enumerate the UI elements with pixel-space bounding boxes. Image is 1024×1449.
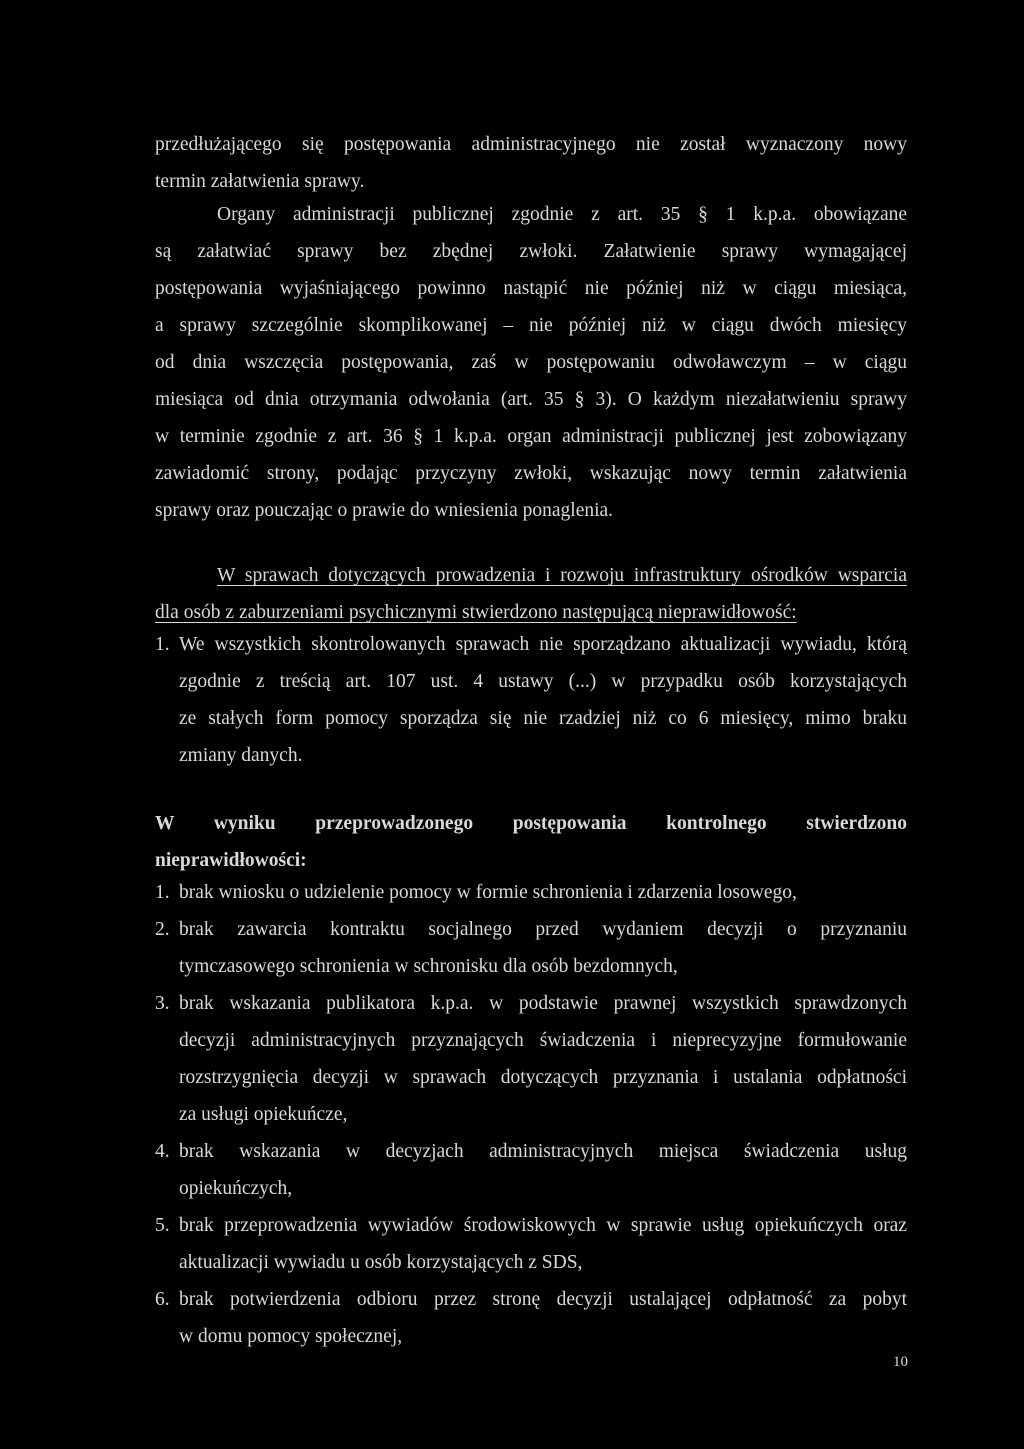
- list-item: [155, 985, 907, 1022]
- text-line: miesiąca od dnia otrzymania odwołania (art. 35 § 3). O każdym niezałatwieniu sprawy: [155, 389, 907, 410]
- heading-line: W wyniku przeprowadzonego postępowania kontrolnego stwierdzono: [155, 813, 907, 834]
- list-item: [155, 911, 907, 948]
- list-text: We wszystkich skontrolowanych sprawach nie sporządzano aktualizacji wywiadu, którą: [179, 634, 907, 655]
- text-line: przedłużającego się postępowania administracyjnego nie został wyznaczony nowy: [155, 134, 907, 155]
- list-number: 3.: [155, 993, 170, 1014]
- paragraph-continuation: [155, 126, 907, 200]
- section-heading: [155, 557, 907, 631]
- list-text: za usługi opiekuńcze,: [179, 1104, 348, 1125]
- text-line: termin załatwienia sprawy.: [155, 171, 365, 192]
- text-line: zawiadomić strony, podając przyczyny zwłoki, wskazując nowy termin załatwienia: [155, 463, 907, 484]
- list-number: 1.: [155, 634, 170, 655]
- text-line: Organy administracji publicznej zgodnie z art. 35 § 1 k.p.a. obowiązane: [217, 204, 907, 225]
- list-text: tymczasowego schronienia w schronisku dla osób bezdomnych,: [179, 956, 678, 977]
- text-line: postępowania wyjaśniającego powinno nastąpić nie później niż w ciągu miesiąca,: [155, 278, 907, 299]
- paragraph-legal-basis: [155, 196, 907, 529]
- list-text: zgodnie z treścią art. 107 ust. 4 ustawy (...) w przypadku osób korzystających: [179, 671, 907, 692]
- list-number: 5.: [155, 1215, 170, 1236]
- list-number: 1.: [155, 882, 170, 903]
- list-item: [155, 626, 907, 663]
- text-line: od dnia wszczęcia postępowania, zaś w postępowaniu odwoławczym – w ciągu: [155, 352, 907, 373]
- list-text: rozstrzygnięcia decyzji w sprawach dotyczących przyznania i ustalania odpłatności: [179, 1067, 907, 1088]
- list-text: decyzji administracyjnych przyznających świadczenia i nieprecyzyjne formułowanie: [179, 1030, 907, 1051]
- page-number: 10: [893, 1354, 908, 1370]
- list-text: brak przeprowadzenia wywiadów środowiskowych w sprawie usług opiekuńczych oraz: [179, 1215, 907, 1236]
- text-line: sprawy oraz pouczając o prawie do wniesienia ponaglenia.: [155, 500, 614, 521]
- list-text: brak wskazania w decyzjach administracyjnych miejsca świadczenia usług: [179, 1141, 907, 1162]
- list-text: opiekuńczych,: [179, 1178, 293, 1199]
- list-text: w domu pomocy społecznej,: [179, 1326, 403, 1347]
- text-line: a sprawy szczególnie skomplikowanej – nie później niż w ciągu dwóch miesięcy: [155, 315, 907, 336]
- list-text: brak wniosku o udzielenie pomocy w formie schronienia i zdarzenia losowego,: [179, 882, 797, 903]
- finding-item: [155, 626, 907, 774]
- list-item: [155, 1133, 907, 1170]
- heading-line: W sprawach dotyczących prowadzenia i rozwoju infrastruktury ośrodków wsparcia: [217, 565, 907, 586]
- irregularities-list: [155, 874, 907, 1355]
- heading-line: dla osób z zaburzeniami psychicznymi stwierdzono następującą nieprawidłowość:: [155, 602, 797, 623]
- list-number: 2.: [155, 919, 170, 940]
- list-text: ze stałych form pomocy sporządza się nie rzadziej niż co 6 miesięcy, mimo braku: [179, 708, 907, 729]
- list-item: [155, 1207, 907, 1244]
- list-number: 6.: [155, 1289, 170, 1310]
- list-number: 4.: [155, 1141, 170, 1162]
- list-text: brak wskazania publikatora k.p.a. w podstawie prawnej wszystkich sprawdzonych: [179, 993, 907, 1014]
- text-line: są załatwiać sprawy bez zbędnej zwłoki. Załatwienie sprawy wymagającej: [155, 241, 907, 262]
- list-text: brak potwierdzenia odbioru przez stronę decyzji ustalającej odpłatność za pobyt: [179, 1289, 907, 1310]
- text-line: w terminie zgodnie z art. 36 § 1 k.p.a. organ administracji publicznej jest zobowiązany: [155, 426, 907, 447]
- conclusion-heading: [155, 805, 907, 879]
- list-text: zmiany danych.: [179, 745, 303, 766]
- list-text: brak zawarcia kontraktu socjalnego przed wydaniem decyzji o przyznaniu: [179, 919, 907, 940]
- list-item: [155, 1281, 907, 1318]
- list-item: [155, 874, 907, 911]
- list-text: aktualizacji wywiadu u osób korzystających z SDS,: [179, 1252, 583, 1273]
- heading-line: nieprawidłowości:: [155, 850, 307, 871]
